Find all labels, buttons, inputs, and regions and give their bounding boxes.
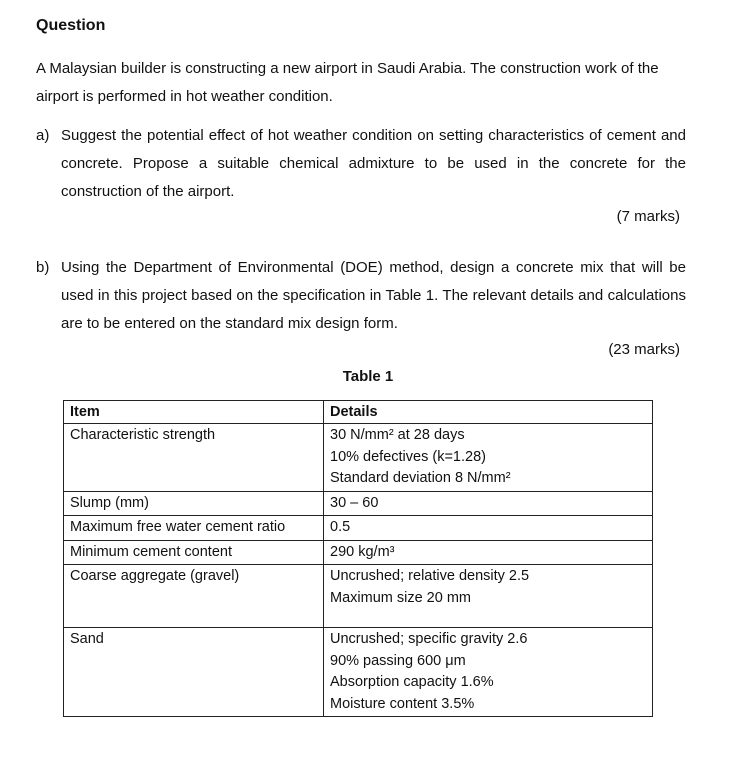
part-a-marks: (7 marks) [616, 208, 680, 225]
row-item: Coarse aggregate (gravel) [64, 565, 324, 628]
part-b-label: b) [36, 259, 50, 276]
spec-table [63, 400, 653, 717]
table-row [64, 565, 653, 628]
table-caption: Table 1 [342, 368, 394, 385]
table-header-row [64, 401, 653, 424]
part-b [36, 254, 686, 338]
detail-line: 0.5 [330, 519, 351, 535]
part-a-label: a) [36, 127, 50, 144]
part-a [36, 122, 686, 206]
detail-line: 30 N/mm² at 28 days [330, 427, 465, 443]
table-row [64, 628, 653, 717]
row-item: Maximum free water cement ratio [64, 516, 324, 541]
row-details [324, 540, 653, 565]
table-row [64, 491, 653, 516]
detail-line: 90% passing 600 μm [330, 652, 466, 669]
row-details [324, 424, 653, 492]
detail-line: Standard deviation 8 N/mm² [330, 470, 511, 486]
detail-line: Moisture content 3.5% [330, 695, 475, 712]
detail-line: 30 – 60 [330, 494, 379, 511]
detail-line: 290 kg/m³ [330, 543, 395, 560]
row-details [324, 491, 653, 516]
header-details: Details [324, 401, 653, 424]
row-details [324, 516, 653, 541]
question-heading: Question [36, 17, 106, 34]
table-row [64, 424, 653, 492]
row-item: Characteristic strength [64, 424, 324, 492]
header-item: Item [64, 401, 324, 424]
detail-line: Uncrushed; specific gravity 2.6 [330, 631, 528, 647]
intro-paragraph: A Malaysian builder is constructing a new airport in Saudi Arabia. The construction work of the airport is performed in hot weather condition. [36, 60, 659, 105]
part-b-text: Using the Department of Environmental (DOE) method, design a concrete mix that will be used in this project based on the specification in Table 1. The relevant details and calculations are to be entered on the standard mix design form. [61, 259, 686, 332]
detail-line: Maximum size 20 mm [330, 589, 471, 606]
row-details [324, 565, 653, 628]
row-item: Slump (mm) [64, 491, 324, 516]
row-details [324, 628, 653, 717]
table-row [64, 540, 653, 565]
part-a-text: Suggest the potential effect of hot weather condition on setting characteristics of cement and concrete. Propose a suitable chemical admixture to be used in the concrete for the construction of the airport. [61, 127, 686, 200]
detail-line: 10% defectives (k=1.28) [330, 448, 486, 465]
table-row [64, 516, 653, 541]
row-item: Sand [64, 628, 324, 717]
detail-line: Absorption capacity 1.6% [330, 674, 494, 690]
detail-line: Uncrushed; relative density 2.5 [330, 568, 530, 584]
row-item: Minimum cement content [64, 540, 324, 565]
part-b-marks: (23 marks) [608, 341, 680, 358]
